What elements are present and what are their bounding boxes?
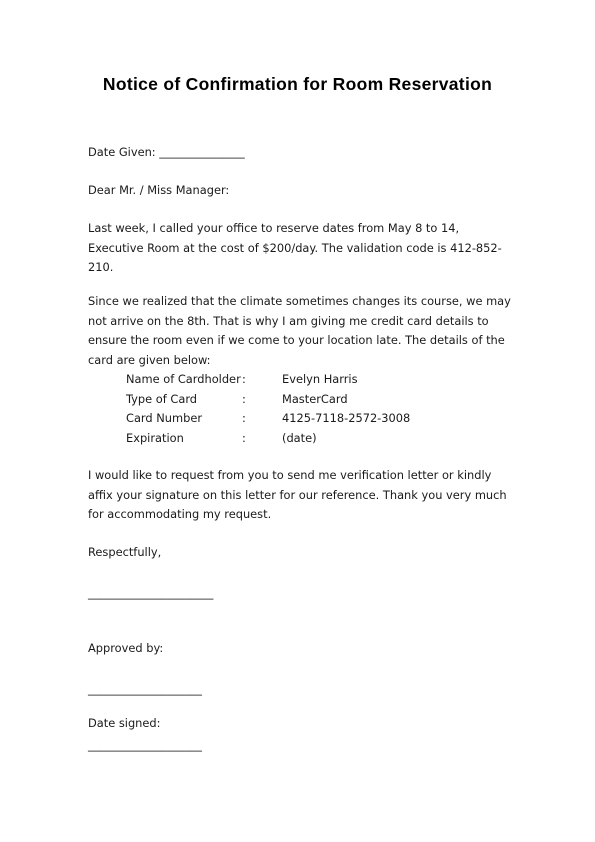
- salutation: Dear Mr. / Miss Manager:: [88, 183, 230, 197]
- closing: Respectfully,: [88, 545, 162, 559]
- card-detail-label: Type of Card: [126, 391, 198, 406]
- card-detail-label: Card Number: [126, 411, 203, 425]
- card-detail-value: (date): [282, 430, 317, 445]
- approved-by-label: Approved by:: [88, 641, 164, 655]
- document-title: Notice of Confirmation for Room Reservation: [102, 74, 493, 94]
- card-detail-value: 4125-7118-2572-3008: [282, 411, 411, 425]
- card-detail-label: Name of Cardholder: [126, 372, 241, 386]
- approved-by-signature-line: ____________________: [88, 682, 202, 696]
- card-detail-label: Expiration: [126, 430, 184, 445]
- card-detail-colon: :: [242, 372, 246, 386]
- signature-line: ______________________: [88, 586, 214, 600]
- card-detail-value: MasterCard: [282, 391, 348, 406]
- date-given-line: Date Given: _______________: [88, 145, 245, 159]
- paragraph-card-details-intro: Since we realized that the climate sometimes changes its course, we may not arrive on the 8th. That is why I am giving me credit card details to ensure the room even if we come to your location late. The details of the card are given below:: [88, 294, 511, 367]
- card-detail-colon: :: [242, 391, 246, 406]
- date-signed-line: ____________________: [88, 738, 202, 752]
- card-detail-value: Evelyn Harris: [282, 372, 358, 386]
- card-detail-colon: :: [242, 411, 246, 425]
- card-detail-colon: :: [242, 430, 246, 445]
- paragraph-reservation: Last week, I called your office to reserve dates from May 8 to 14, Executive Room at the cost of $200/day. The validation code is 412-852-210.: [88, 221, 502, 274]
- date-signed-label: Date signed:: [88, 716, 161, 730]
- paragraph-request: I would like to request from you to send me verification letter or kindly affix your signature on this letter for our reference. Thank you very much for accommodating my request.: [88, 468, 507, 521]
